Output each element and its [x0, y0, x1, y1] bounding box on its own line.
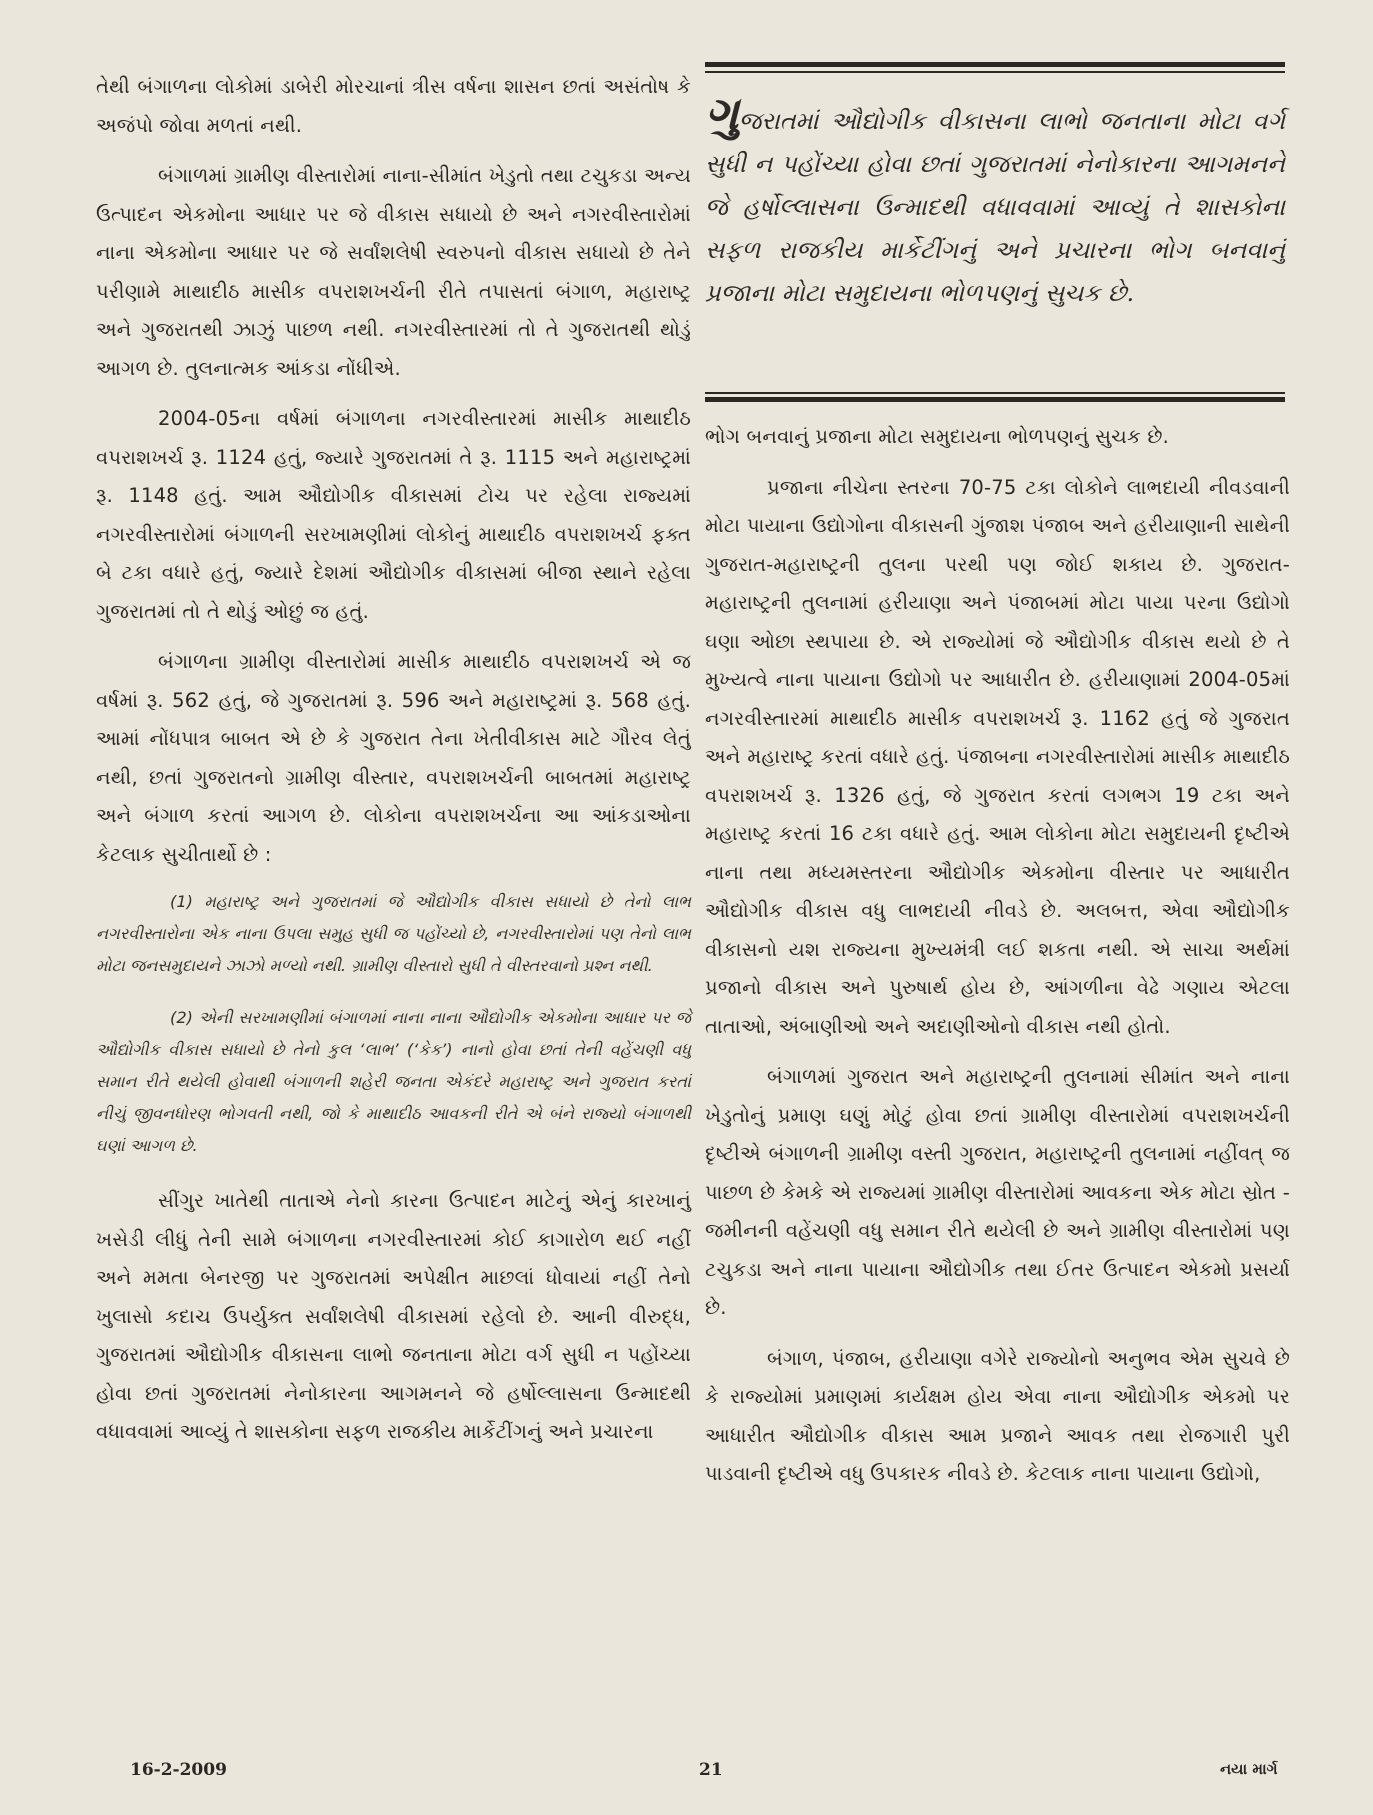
left-column: [96, 68, 691, 1464]
top-rule-thin: [705, 71, 1285, 73]
paragraph: બંગાળના ગ્રામીણ વીસ્તારોમાં માસીક માથાદીઠ વપરાશખર્ચ એ જ વર્ષમાં રૂ. 562 હતું, જે ગુજરાતમાં રૂ. 596 અને મહારાષ્ટ્રમાં રૂ. 568 હતું. આમાં નોંધપાત્ર બાબત એ છે કે ગુજરાત તેના ખેતીવીકાસ માટે ગૌરવ લેતું નથી, છતાં ગુજરાતનો ગ્રામીણ વીસ્તાર, વપરાશખર્ચની બાબતમાં મહારાષ્ટ્ર અને બંગાળ કરતાં આગળ છે. લોકોના વપરાશખર્ચના આ આંકડાઓના કેટલાક સુચીતાર્થો છે :: [96, 650, 691, 866]
paragraph: બંગાળ, પંજાબ, હરીયાણા વગેરે રાજ્યોનો અનુભવ એમ સુચવે છે કે રાજ્યોમાં પ્રમાણમાં કાર્યક્ષમ હોય એવા નાના ઔદ્યોગીક એકમો પર આધારીત ઔદ્યોગીક વીકાસ આમ પ્રજાને આવક તથા રોજગારી પુરી પાડવાની દૃષ્ટીએ વધુ ઉપકારક નીવડે છે. કેટલાક નાના પાયાના ઉદ્યોગો,: [705, 1346, 1290, 1485]
magazine-name: નયા માર્ગ: [1220, 1760, 1278, 1778]
list-item: (2) એની સરખામણીમાં બંગાળમાં નાના નાના ઔદ્યોગીક એકમોના આધાર પર જે ઔદ્યોગીક વીકાસ સધાયો છે તેનો કુલ ‘લાભ’ (‘કેક’) નાનો હોવા છતાં તેની વહેંચણી વધુ સમાન રીતે થયેલી હોવાથી બંગાળની શહેરી જનતા એકંદરે મહારાષ્ટ્ર અને ગુજરાત કરતાં નીચું જીવનધોરણ ભોગવતી નથી, જો કે માથાદીઠ આવકની રીતે એ બંને રાજ્યો બંગાળથી ઘણાં આગળ છે.: [96, 1008, 691, 1155]
top-rule: [705, 62, 1285, 67]
drop-cap: ગુ: [705, 86, 739, 140]
pull-quote: [705, 62, 1285, 404]
bottom-rule-thin: [705, 392, 1285, 394]
paragraph: 2004-05ના વર્ષમાં બંગાળના નગરવીસ્તારમાં માસીક માથાદીઠ વપરાશખર્ચ રૂ. 1124 હતું, જ્યારે ગુજરાતમાં તે રૂ. 1115 અને મહારાષ્ટ્રમાં રૂ. 1148 હતું. આમ ઔદ્યોગીક વીકાસમાં ટોચ પર રહેલા રાજ્યમાં નગરવીસ્તારોમાં બંગાળની સરખામણીમાં લોકોનું માથાદીઠ વપરાશખર્ચ ફક્ત બે ટકા વધારે હતું, જ્યારે દેશમાં ઔદ્યોગીક વીકાસમાં બીજા સ્થાને રહેલા ગુજરાતમાં તો તે થોડું ઓછું જ હતું.: [96, 407, 691, 623]
paragraph: તેથી બંગાળના લોકોમાં ડાબેરી મોરચાનાં ત્રીસ વર્ષના શાસન છતાં અસંતોષ કે અજંપો જોવા મળતાં નથી.: [96, 75, 691, 137]
page-footer: [0, 1760, 1373, 1790]
paragraph: બંગાળમાં ગુજરાત અને મહારાષ્ટ્રની તુલનામાં સીમાંત અને નાના ખેડુતોનું પ્રમાણ ઘણું મોટું હોવા છતાં ગ્રામીણ વીસ્તારોમાં વપરાશખર્ચની દૃષ્ટીએ બંગાળની ગ્રામીણ વસ્તી ગુજરાત, મહારાષ્ટ્રની તુલનામાં નહીંવત્ જ પાછળ છે કેમકે એ રાજ્યમાં ગ્રામીણ વીસ્તારોમાં આવકના એક મોટા સ્રોત - જમીનની વહેંચણી વધુ સમાન રીતે થયેલી છે અને ગ્રામીણ વીસ્તારોમાં પણ ટચુકડા અને નાના પાયાના ઔદ્યોગીક તથા ઈતર ઉત્પાદન એકમો પ્રસર્યા છે.: [705, 1065, 1290, 1319]
paragraph: સીંગુર ખાતેથી તાતાએ નેનો કારના ઉત્પાદન માટેનું એનું કારખાનું ખસેડી લીધું તેની સામે બંગાળના નગરવીસ્તારમાં કોઈ કાગારોળ થઈ નહીં અને મમતા બેનરજી પર ગુજરાતમાં અપેક્ષીત માછલાં ધોવાયાં નહીં તેનો ખુલાસો કદાચ ઉપર્યુક્ત સર્વાંશલેષી વીકાસમાં રહેલો છે. આની વીરુદ્ધ, ગુજરાતમાં ઔદ્યોગીક વીકાસના લાભો જનતાના મોટા વર્ગ સુધી ન પહોંચ્યા હોવા છતાં ગુજરાતમાં નેનોકારના આગમનને જે હર્ષોલ્લાસના ઉન્માદથી વધાવવામાં આવ્યું તે શાસકોના સફળ રાજકીય માર્કેટીંગનું અને પ્રચારના: [96, 1189, 691, 1443]
paragraph: બંગાળમાં ગ્રામીણ વીસ્તારોમાં નાના-સીમાંત ખેડુતો તથા ટચુકડા અન્ય ઉત્પાદન એકમોના આધાર પર જે વીકાસ સધાયો છે અને નગરવીસ્તારોમાં નાના એકમોના આધાર પર જે સર્વાંશલેષી સ્વરુપનો વીકાસ સધાયો છે તેને પરીણામે માથાદીઠ માસીક વપરાશખર્ચની રીતે તપાસતાં બંગાળ, મહારાષ્ટ્ર અને ગુજરાતથી ઝાઝું પાછળ નથી. નગરવીસ્તારમાં તો તે ગુજરાતથી થોડું આગળ છે. તુલનાત્મક આંકડા નોંધીએ.: [96, 164, 691, 380]
pull-quote-text: [705, 86, 1285, 315]
page-number: 21: [699, 1760, 723, 1780]
right-column: [705, 418, 1290, 1506]
list-item: (1) મહારાષ્ટ્ર અને ગુજરાતમાં જે ઔદ્યોગીક વીકાસ સધાયો છે તેનો લાભ નગરવીસ્તારોના એક નાના ઉપલા સમુહ સુધી જ પહોંચ્યો છે, નગરવીસ્તારોમાં પણ તેનો લાભ મોટા જનસમુદાયને ઝાઝો મળ્યો નથી. ગ્રામીણ વીસ્તારો સુધી તે વીસ્તરવાનો પ્રશ્ન નથી.: [96, 892, 691, 975]
bottom-rule: [705, 397, 1285, 402]
pull-quote-body: જરાતમાં ઔદ્યોગીક વીકાસના લાભો જનતાના મોટા વર્ગ સુધી ન પહોંચ્યા હોવા છતાં ગુજરાતમાં નેનોકારના આગમનને જે હર્ષોલ્લાસના ઉન્માદથી વધાવવામાં આવ્યું તે શાસકોના સફળ રાજકીય માર્કેટીંગનું અને પ્રચારના ભોગ બનવાનું પ્રજાના મોટા સમુદાયના ભોળપણનું સુચક છે.: [705, 107, 1285, 307]
paragraph: ભોગ બનવાનું પ્રજાના મોટા સમુદાયના ભોળપણનું સુચક છે.: [705, 425, 1169, 448]
paragraph: પ્રજાના નીચેના સ્તરના 70-75 ટકા લોકોને લાભદાયી નીવડવાની મોટા પાયાના ઉદ્યોગોના વીકાસની ગુંજાશ પંજાબ અને હરીયાણાની સાથેની ગુજરાત-મહારાષ્ટ્રની તુલના પરથી પણ જોઈ શકાય છે. ગુજરાત-મહારાષ્ટ્રની તુલનામાં હરીયાણા અને પંજાબમાં મોટા પાયા પરના ઉદ્યોગો ઘણા ઓછા સ્થપાયા છે. એ રાજ્યોમાં જે ઔદ્યોગીક વીકાસ થયો છે તે મુખ્યત્વે નાના પાયાના ઉદ્યોગો પર આધારીત છે. હરીયાણામાં 2004-05માં નગરવીસ્તારમાં માથાદીઠ માસીક વપરાશખર્ચ રૂ. 1162 હતું જે ગુજરાત અને મહારાષ્ટ્ર કરતાં વધારે હતું. પંજાબના નગરવીસ્તારોમાં માસીક માથાદીઠ વપરાશખર્ચ રૂ. 1326 હતું, જે ગુજરાત કરતાં લગભગ 19 ટકા અને મહારાષ્ટ્ર કરતાં 16 ટકા વધારે હતું. આમ લોકોના મોટા સમુદાયની દૃષ્ટીએ નાના તથા મધ્યમસ્તરના ઔદ્યોગીક એકમોના વીસ્તાર પર આધારીત ઔદ્યોગીક વીકાસ વધુ લાભદાયી નીવડે છે. અલબત્ત, એવા ઔદ્યોગીક વીકાસનો યશ રાજ્યના મુખ્યમંત્રી લઈ શકતા નથી. એ સાચા અર્થમાં પ્રજાનો વીકાસ અને પુરુષાર્થ હોય છે, આંગળીના વેઢે ગણાય એટલા તાતાઓ, અંબાણીઓ અને અદાણીઓનો વીકાસ નથી હોતો.: [705, 475, 1290, 1038]
issue-date: 16-2-2009: [130, 1760, 227, 1780]
